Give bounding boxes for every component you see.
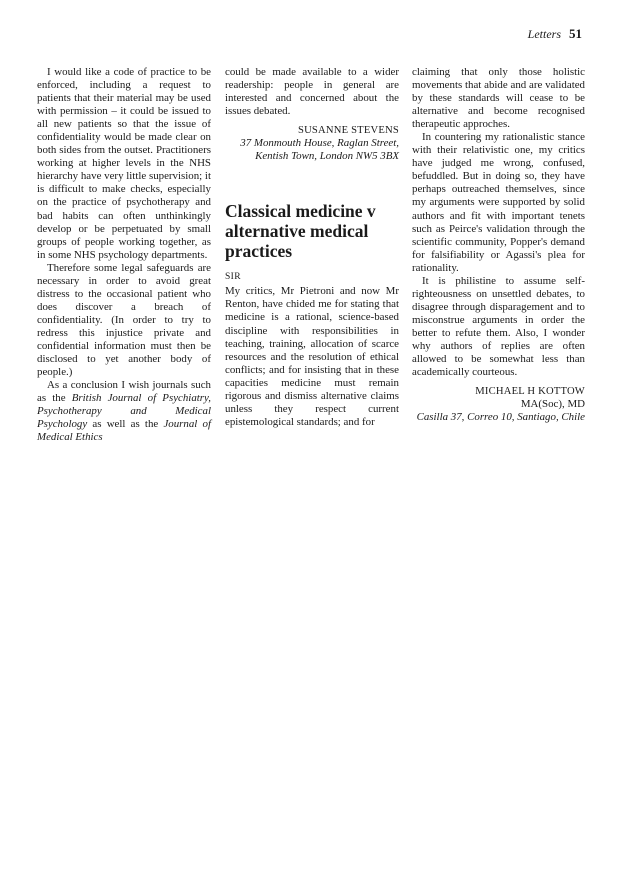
column-2 xyxy=(225,66,399,429)
author-address: 37 Monmouth House, Raglan Street, xyxy=(240,137,399,150)
paragraph: In countering my rationalistic stance with their relativistic one, my critics have judged me wrong, confused, befuddled. But in doing so, they have perhaps outreached themselves, since my arguments were supported by solid authors and fit with important tenets such as Peirce's validation through the scientific community, Popper's demand for falsifiability or Agassi's plea for rationality. xyxy=(412,131,585,274)
text-run: as well as the xyxy=(87,418,164,431)
paragraph: I would like a code of practice to be enforced, including a request to patients that their material may be used with permission – it could be issued to all new patients so that the issue of confidentiality would be made clear on both sides from the outset. Practitioners working at higher levels in the NHS hierarchy have very little supervision; it is difficult to make checks, especially on the practice of psychotherapy and bad habits can often unthinkingly develop or be perpetuated by small groups of people working together, as in some NHS psychology departments. xyxy=(37,66,211,261)
journal-title: Journal of Medical Ethics xyxy=(37,418,211,444)
paragraph xyxy=(37,379,211,444)
author-address: Casilla 37, Correo 10, Santiago, Chile xyxy=(416,411,585,424)
column-1 xyxy=(37,66,211,444)
signature-block xyxy=(225,124,399,163)
paragraph: claiming that only those holistic movements that abide and are validated by these standards will cease to be alternative and become recognised therapeutic approches. xyxy=(412,66,585,131)
paragraph: It is philistine to assume self-righteousness on unsettled debates, to disagree through disparagement and to misconstrue arguments in order the better to refute them. Also, I wonder why authors of replies are often allowed to be somewhat less than academically courteous. xyxy=(412,274,585,379)
section-name: Letters xyxy=(527,27,561,41)
author-name: SUSANNE STEVENS xyxy=(297,125,399,137)
paragraph: could be made available to a wider readership: people in general are interested and concerned about the issues debated. xyxy=(225,66,399,118)
paragraph: Therefore some legal safeguards are necessary in order to avoid great distress to the occasional patient who does discover a breach of confidentiality. (In order to try to redress this injustice private and confidential information must then be disclosed to yet another body of people.) xyxy=(37,261,211,379)
author-address: Kentish Town, London NW5 3BX xyxy=(255,150,399,163)
author-degree: MA(Soc), MD xyxy=(520,398,585,411)
page-number: 51 xyxy=(569,26,582,41)
paragraph: My critics, Mr Pietroni and now Mr Renton, have chided me for stating that medicine is a rational, science-based discipline with responsibilities in teaching, training, allocation of scarce resources and the resolution of ethical conflicts; and for insisting that in these capacities medicine must remain rigorous and dismiss alternative claims unless they respect current epistemological standards; and for xyxy=(225,285,399,428)
salutation: SIR xyxy=(225,272,241,283)
text-run: As a conclusion I wish journals such as the xyxy=(37,379,211,405)
page-header xyxy=(528,26,582,42)
signature-block xyxy=(412,385,585,424)
author-name: MICHAEL H KOTTOW xyxy=(475,386,585,398)
journal-title: British Journal of Psychiatry, Psychotherapy and Medical Psychology xyxy=(37,392,211,431)
article-title: Classical medicine v alternative medical practices xyxy=(225,201,376,262)
column-3 xyxy=(412,66,585,424)
